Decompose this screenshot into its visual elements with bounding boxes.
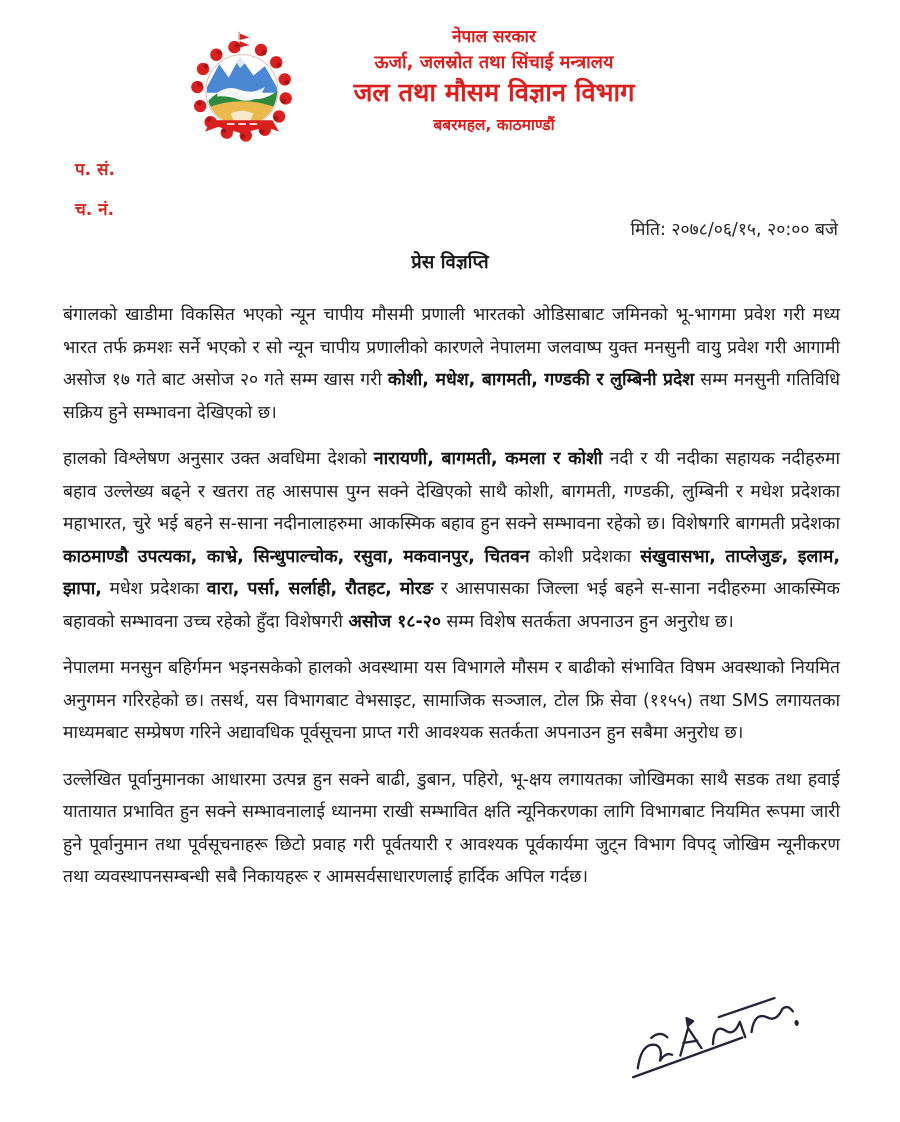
reference-block xyxy=(75,157,115,237)
letterhead xyxy=(0,26,900,151)
patra-number-label: प. सं. xyxy=(75,160,115,180)
paragraph-weather-system: बंगालको खाडीमा विकसित भएको न्यून चापीय मौसमी प्रणाली भारतको ओडिसाबाट जमिनको भू-भागमा प्रवेश गरी मध्य भारत तर्फ क्रमशः सर्ने भएको र सो न्यून चापीय प्रणालीको कारणले नेपालमा जलवाष्प युक्त मनसुनी वायु प्रवेश गरी आगामी असोज १७ गते बाट असोज २० गते सम्म खास गरी कोशी, मधेश, बागमती, गण्डकी र लुम्बिनी प्रदेश सम्म मनसुनी गतिविधि सक्रिय हुने सम्भावना देखिएको छ। xyxy=(63,305,841,423)
government-name: नेपाल सरकार xyxy=(452,27,536,47)
page-title: प्रेस विज्ञप्ति xyxy=(411,252,489,273)
letterhead-text xyxy=(140,26,848,135)
paragraph-appeal: उल्लेखित पूर्वानुमानका आधारमा उत्पन्न हुन सक्ने बाढी, डुबान, पहिरो, भू-क्षय लगायतका जोखिमका साथै सडक तथा हवाई यातायात प्रभावित हुन सक्ने सम्भावनालाई ध्यानमा राखी सम्भावित क्षति न्यूनिकरणका लागि विभागबाट नियमित रूपमा जारी हुने पूर्वानुमान तथा पूर्वसूचनाहरू छिटो प्रवाह गरी पूर्वतयारी र आवश्यक पूर्वकार्यमा जुट्न विभाग विपद् जोखिम न्यूनीकरण तथा व्यवस्थापनसम्बन्धी सबै निकायहरू र आमसर्वसाधारणलाई हार्दिक अपिल गर्दछ। xyxy=(63,769,840,887)
press-release-body xyxy=(63,299,840,908)
office-address: बबरमहल, काठमाण्डौं xyxy=(433,116,555,134)
paragraph-river-warning: हालको विश्लेषण अनुसार उक्त अवधिमा देशको नारायणी, बागमती, कमला र कोशी नदी र यी नदीका सहायक नदीहरुमा बहाव उल्लेख्य बढ्ने र खतरा तह आसपास पुग्न सक्ने देखिएको साथै कोशी, बागमती, गण्डकी, लुम्बिनी र मधेश प्रदेशका महाभारत, चुरे भई बहने स-साना नदीनालाहरुमा आकस्मिक बहाव हुन सक्ने सम्भावना रहेको छ। विशेषगरि बागमती प्रदेशका काठमाण्डौ उपत्यका, काभ्रे, सिन्धुपाल्चोक, रसुवा, मकवानपुर, चितवन कोशी प्रदेशका संखुवासभा, ताप्लेजुङ, इलाम, झापा, मधेश प्रदेशका वारा, पर्सा, सर्लाही, रौतहट, मोरङ र आसपासका जिल्ला भई बहने स-साना नदीहरुमा आकस्मिक बहावको सम्भावना उच्च रहेको हुँदा विशेषगरी असोज १८-२० सम्म विशेष सतर्कता अपनाउन हुन अनुरोध छ। xyxy=(63,449,840,632)
date-line: मिति: २०७८/०६/१५, २०:०० बजे xyxy=(630,220,838,240)
department-name: जल तथा मौसम विज्ञान विभाग xyxy=(353,78,635,108)
chalani-number-label: च. नं. xyxy=(75,200,115,220)
ministry-name: ऊर्जा, जलस्रोत तथा सिंचाई मन्त्रालय xyxy=(374,52,614,73)
handwritten-signature-icon xyxy=(612,992,842,1082)
paragraph-monitoring-info: नेपालमा मनसुन बहिर्गमन भइनसकेको हालको अवस्थामा यस विभागले मौसम र बाढीको संभावित विषम अवस्थाको नियमित अनुगमन गरिरहेको छ। तसर्थ, यस विभागबाट वेभसाइट, सामाजिक सञ्जाल, टोल फ्रि सेवा (११५५) तथा SMS लगायतका माध्यमबाट सम्प्रेषण गरिने अद्यावधिक पूर्वसूचना प्राप्त गरी आवश्यक सतर्कता अपनाउन हुन सबैमा अनुरोध छ। xyxy=(63,658,840,743)
